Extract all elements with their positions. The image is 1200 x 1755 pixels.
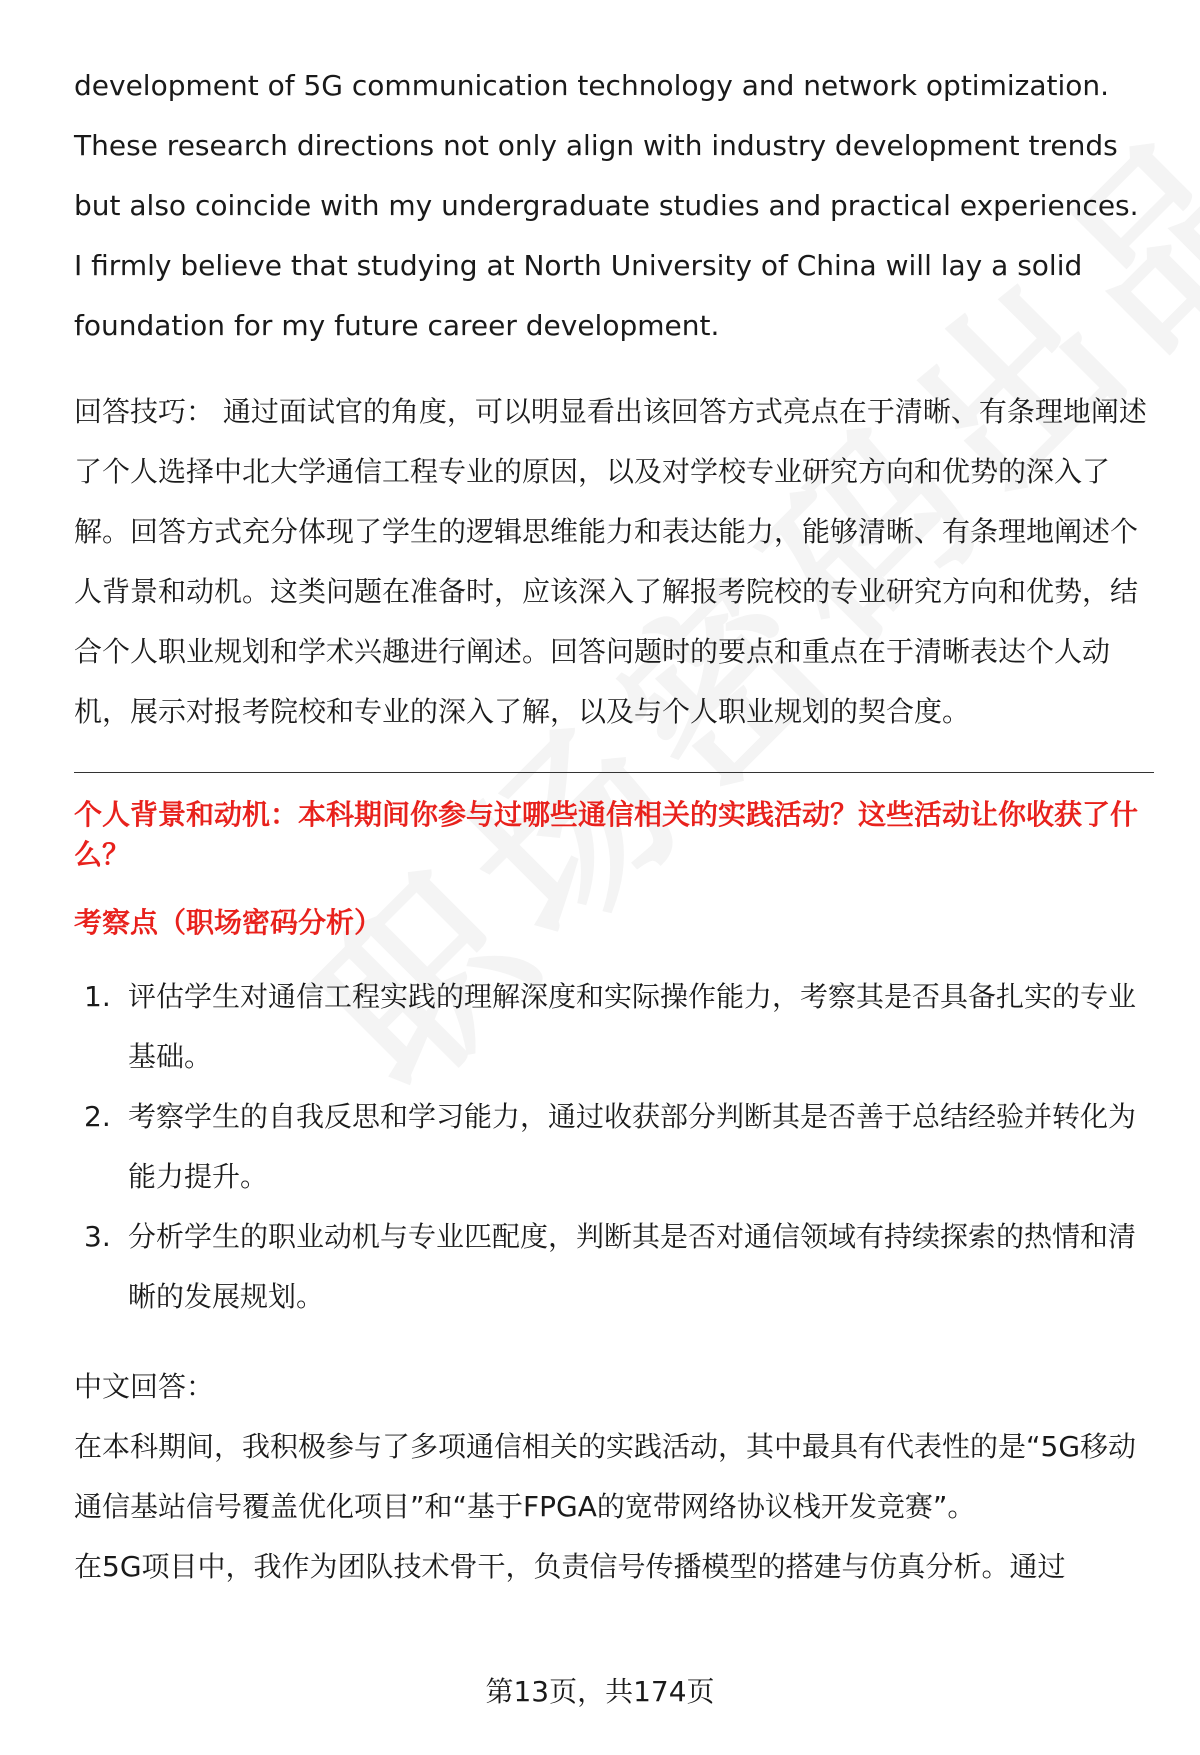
document-page bbox=[74, 56, 1154, 1597]
intro-line: These research directions not only align with industry development trends bbox=[74, 129, 1118, 162]
answer-paragraph: 在本科期间，我积极参与了多项通信相关的实践活动，其中最具有代表性的是“5G移动通信基站信号覆盖优化项目”和“基于FPGA的宽带网络协议栈开发竞赛”。 bbox=[74, 1430, 1137, 1523]
list-item bbox=[74, 1207, 1154, 1327]
question-title: 个人背景和动机：本科期间你参与过哪些通信相关的实践活动？这些活动让你收获了什么？ bbox=[74, 798, 1139, 871]
list-item-text: 评估学生对通信工程实践的理解深度和实际操作能力，考察其是否具备扎实的专业基础。 bbox=[128, 980, 1137, 1073]
answer-paragraph: 在5G项目中，我作为团队技术骨干，负责信号传播模型的搭建与仿真分析。通过 bbox=[74, 1550, 1066, 1583]
list-item-number: 1. bbox=[84, 980, 111, 1013]
list-item-number: 3. bbox=[84, 1220, 111, 1253]
list-item-number: 2. bbox=[84, 1100, 111, 1133]
assessment-points-heading: 考察点（职场密码分析） bbox=[74, 906, 383, 939]
list-item-text: 分析学生的职业动机与专业匹配度，判断其是否对通信领域有持续探索的热情和清晰的发展规划。 bbox=[128, 1220, 1137, 1313]
list-item bbox=[74, 967, 1154, 1087]
answer-tips-paragraph: 回答技巧： 通过面试官的角度，可以明显看出该回答方式亮点在于清晰、有条理地阐述了个人选择中北大学通信工程专业的原因，以及对学校专业研究方向和优势的深入了解。回答方式充分体现了学生的逻辑思维能力和表达能力，能够清晰、有条理地阐述个人背景和动机。这类问题在准备时，应该深入了解报考院校的专业研究方向和优势，结合个人职业规划和学术兴趣进行阐述。回答问题时的要点和重点在于清晰表达个人动机，展示对报考院校和专业的深入了解，以及与个人职业规划的契合度。 bbox=[74, 395, 1147, 728]
assessment-points-list bbox=[74, 967, 1154, 1327]
chinese-answer-heading: 中文回答： bbox=[74, 1370, 215, 1403]
list-item bbox=[74, 1087, 1154, 1207]
page-number-footer: 第13页，共174页 bbox=[485, 1675, 715, 1708]
section-divider bbox=[74, 772, 1154, 773]
intro-line: I firmly believe that studying at North University of China will lay a solid bbox=[74, 249, 1083, 282]
list-item-text: 考察学生的自我反思和学习能力，通过收获部分判断其是否善于总结经验并转化为能力提升。 bbox=[128, 1100, 1137, 1193]
intro-line: development of 5G communication technology and network optimization. bbox=[74, 69, 1110, 102]
intro-line: but also coincide with my undergraduate studies and practical experiences. bbox=[74, 189, 1139, 222]
intro-english-paragraph bbox=[74, 56, 1154, 356]
intro-line: foundation for my future career development. bbox=[74, 309, 720, 342]
